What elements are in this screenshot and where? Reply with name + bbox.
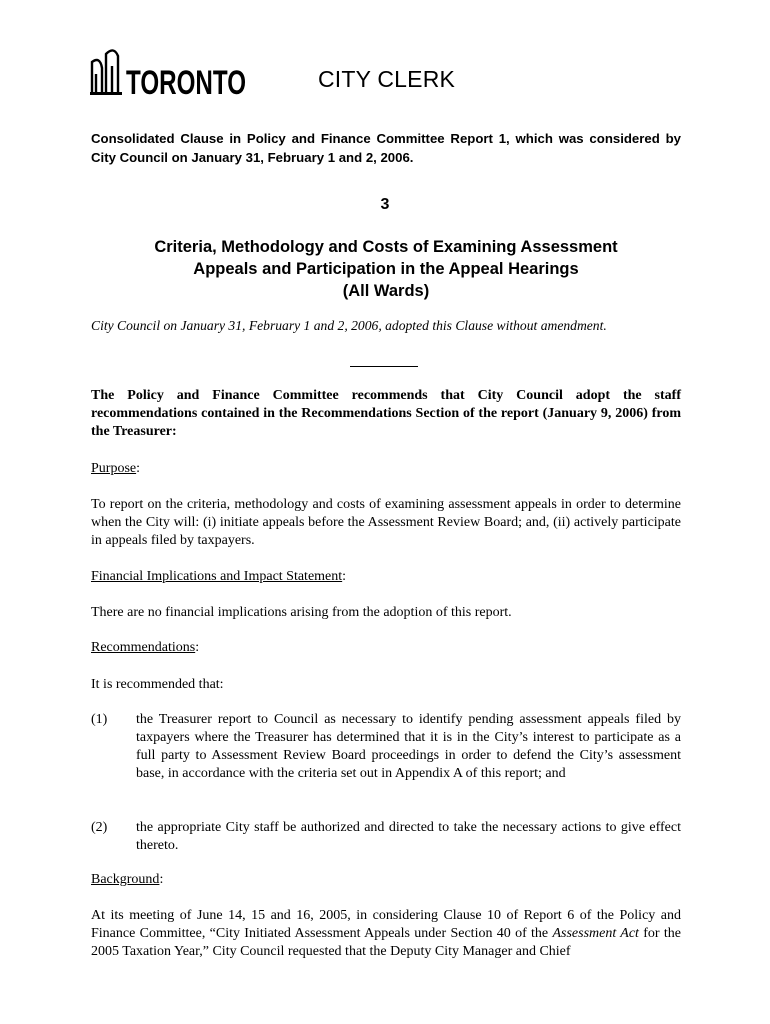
background-heading: Background:	[91, 872, 164, 887]
clause-title-line: (All Wards)	[342, 282, 430, 300]
purpose-heading: Purpose:	[91, 461, 141, 476]
financial-heading-text: Financial Implications and Impact Statement	[91, 569, 343, 584]
list-item-text: the Treasurer report to Council as necessary to identify pending assessment appeals filed by taxpayers where the Treasurer has determined that it is in the City’s interest to participate as a full party to Assessment Review Board proceedings in order to defend the City’s assessment base, in accordance with the criteria set out in Appendix A of this report; and	[136, 712, 681, 781]
recommendations-heading: Recommendations:	[91, 640, 200, 655]
financial-heading: Financial Implications and Impact Statement:	[91, 569, 347, 584]
list-item-number: (1)	[91, 712, 108, 727]
committee-recommendation: The Policy and Finance Committee recommends that City Council adopt the staff recommendations contained in the Recommendations Section of the report (January 9, 2006) from the Treasurer:	[91, 388, 681, 439]
recommendations-intro: It is recommended that:	[91, 677, 224, 692]
list-item-text: the appropriate City staff be authorized and directed to take the necessary actions to give effect thereto.	[136, 820, 681, 853]
purpose-text: To report on the criteria, methodology and costs of examining assessment appeals in order to determine when the City will: (i) initiate appeals before the Assessment Review Board; and, (ii) actively participate in appeals filed by taxpayers.	[91, 497, 681, 548]
recommendations-heading-text: Recommendations	[91, 640, 196, 655]
adoption-note: City Council on January 31, February 1 and 2, 2006, adopted this Clause without amendment.	[91, 318, 607, 333]
clause-title-line: Criteria, Methodology and Costs of Examining Assessment	[154, 238, 618, 256]
page-title: CITY CLERK	[318, 66, 456, 92]
city-hall-icon	[90, 44, 250, 102]
toronto-logo	[90, 44, 250, 102]
background-text-part: for the 2005 Taxation Year,” City Council requested that the Deputy City Manager and Chief	[91, 926, 681, 959]
clause-title-line: Appeals and Participation in the Appeal Hearings	[193, 260, 579, 278]
background-text-part: At its meeting of June 14, 15 and 16, 2005, in considering Clause 10 of Report 6 of the Policy and Finance Committee, “City Initiated Assessment Appeals under Section 40 of the	[91, 908, 681, 941]
background-heading-text: Background	[91, 872, 160, 887]
act-name: Assessment Act	[552, 926, 639, 941]
clause-number: 3	[380, 196, 390, 213]
purpose-heading-text: Purpose	[91, 461, 137, 476]
clause-title	[91, 236, 681, 302]
logo-wordmark: TORONTO	[126, 64, 246, 102]
background-text	[91, 907, 681, 961]
list-item-number: (2)	[91, 820, 108, 835]
financial-text: There are no financial implications arising from the adoption of this report.	[91, 605, 512, 620]
consolidated-note: Consolidated Clause in Policy and Finance Committee Report 1, which was considered by City Council on January 31, February 1 and 2, 2006.	[91, 131, 681, 165]
divider	[350, 366, 418, 367]
